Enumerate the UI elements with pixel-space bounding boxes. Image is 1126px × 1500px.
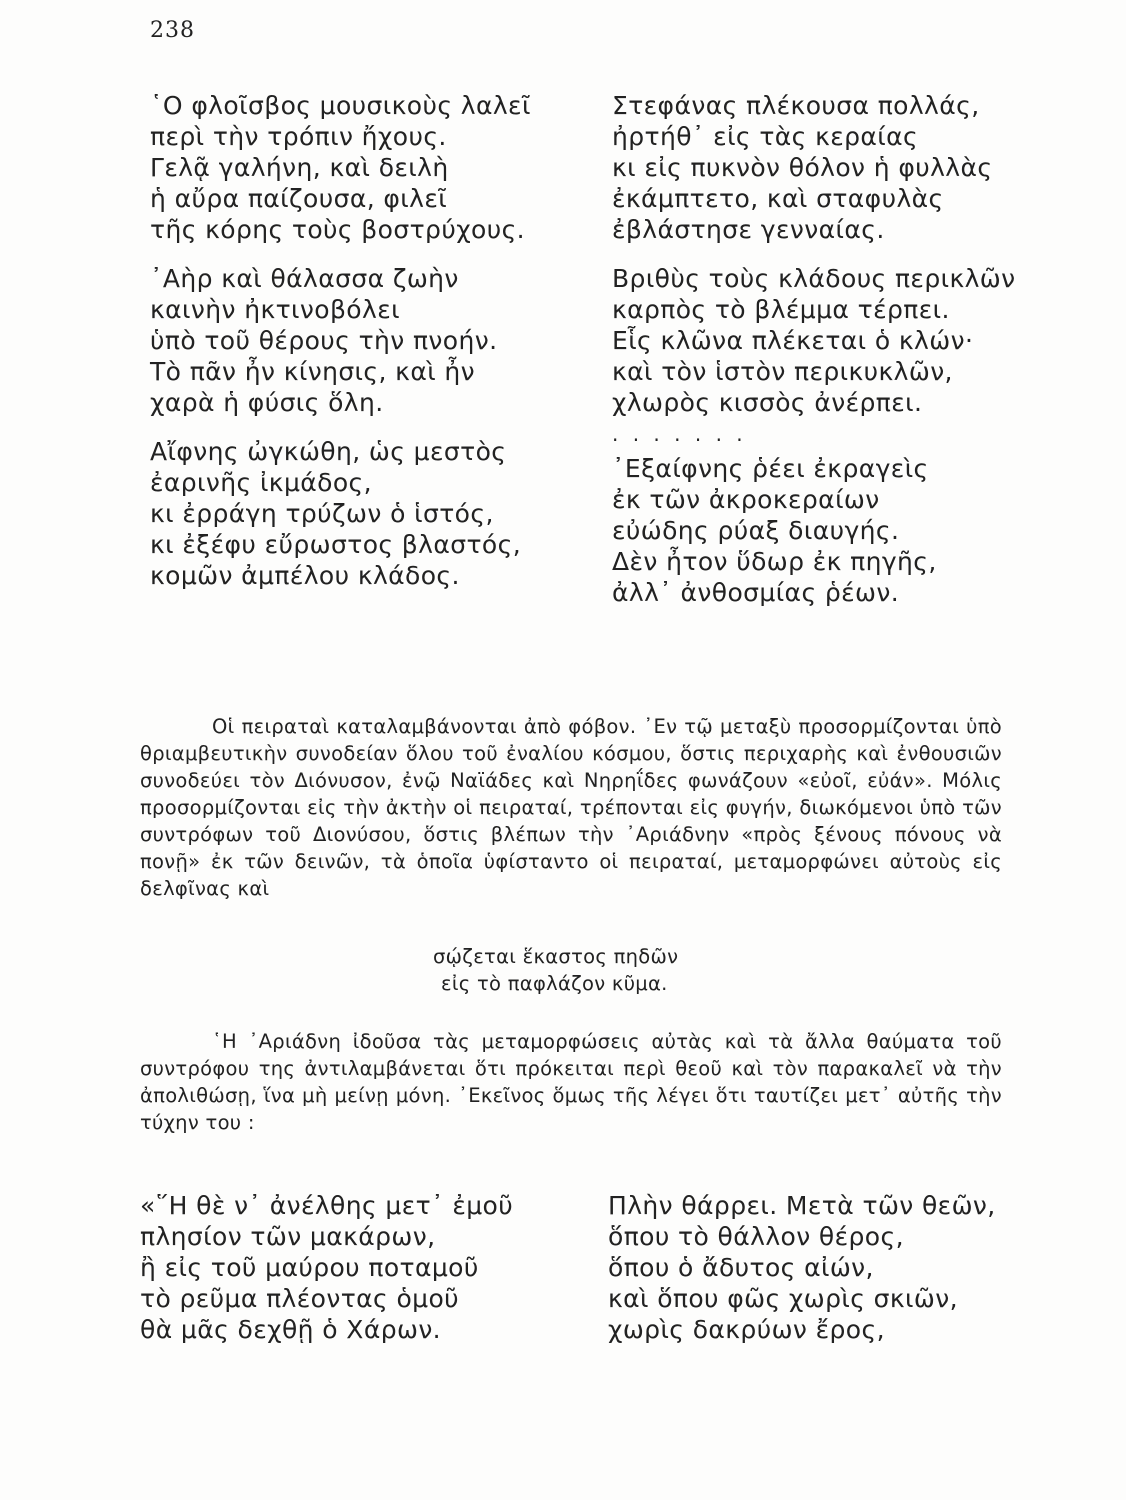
verse-line: χαρὰ ἡ φύσις ὅλη. — [150, 388, 384, 417]
verse-line: Πλὴν θάρρει. Μετὰ τῶν θεῶν, — [608, 1191, 996, 1220]
verse-line: χλωρὸς κισσὸς ἀνέρπει. — [612, 388, 923, 417]
verse-line: κι εἰς πυκνὸν θόλον ἡ φυλλὰς — [612, 153, 993, 182]
verse-line: τὸ ρεῦμα πλέοντας ὁμοῦ — [140, 1284, 460, 1313]
verse-line: καρπὸς τὸ βλέμμα τέρπει. — [612, 295, 950, 324]
verse-line: Εἷς κλῶνα πλέκεται ὁ κλών· — [612, 326, 974, 355]
prose-paragraph-1 — [140, 713, 1002, 902]
verse-line: ἡ αὔρα παίζουσα, φιλεῖ — [150, 184, 448, 213]
verse-line: χωρὶς δακρύων ἔρος, — [608, 1315, 885, 1344]
verse-line: θὰ μᾶς δεχθῇ ὁ Χάρων. — [140, 1315, 442, 1344]
page-number: 238 — [150, 18, 195, 43]
poem1-left-column — [150, 90, 531, 609]
verse-line: ἐαρινῆς ἰκμάδος, — [150, 468, 372, 497]
verse-line: ἠρτήθ᾿ εἰς τὰς κεραίας — [612, 122, 919, 151]
verse-line: ἐβλάστησε γενναίας. — [612, 215, 885, 244]
verse-line: «῞Η θὲ ν᾿ ἀνέλθης μετ᾿ ἐμοῦ — [140, 1191, 514, 1220]
verse-line: ἐκάμπτετο, καὶ σταφυλὰς — [612, 184, 944, 213]
verse-line: καὶ τὸν ἱστὸν περικυκλῶν, — [612, 357, 953, 386]
paragraph-text: ῾Η ᾿Αριάδνη ἰδοῦσα τὰς μεταμορφώσεις αὐτὰς καὶ τὰ ἄλλα θαύματα τοῦ συντρόφου της ἀντιλαμβάνεται ὅτι πρόκειται περὶ θεοῦ καὶ τὸν παρακαλεῖ νὰ τὴν ἀπολιθώσῃ, ἵνα μὴ μείνῃ μόνη. ᾿Εκεῖνος ὅμως τῆς λέγει ὅτι ταυτίζει μετ᾿ αὐτῆς τὴν τύχην του : — [140, 1030, 1002, 1134]
verse-line: καινὴν ἠκτινοβόλει — [150, 295, 400, 324]
verse-line: κι ἐρράγη τρύζων ὁ ἱστός, — [150, 499, 494, 528]
ellipsis-line: . . . . . . . — [612, 422, 747, 446]
prose-paragraph-2 — [140, 1028, 1002, 1136]
poem1-right-column — [612, 90, 1016, 626]
inline-verse-quote — [433, 943, 678, 997]
verse-line: εἰς τὸ παφλάζον κῦμα. — [441, 972, 668, 995]
verse-line: ἢ εἰς τοῦ μαύρου ποταμοῦ — [140, 1253, 479, 1282]
stanza — [612, 90, 1016, 245]
verse-line: ἀλλ᾿ ἀνθοσμίας ῥέων. — [612, 578, 900, 607]
poem2-right-column — [608, 1190, 996, 1363]
verse-line: Τὸ πᾶν ἦν κίνησις, καὶ ἦν — [150, 357, 476, 386]
verse-line: Γελᾷ γαλήνη, καὶ δειλὴ — [150, 153, 449, 182]
stanza — [150, 436, 531, 591]
stanza — [612, 453, 1016, 608]
stanza — [140, 1190, 513, 1345]
verse-line: Βριθὺς τοὺς κλάδους περικλῶν — [612, 264, 1016, 293]
verse-line: κι ἐξέφυ εὔρωστος βλαστός, — [150, 530, 522, 559]
verse-line: Στεφάνας πλέκουσα πολλάς, — [612, 91, 980, 120]
verse-line: ᾿Εξαίφνης ῥέει ἐκραγεὶς — [612, 454, 929, 483]
verse-line: ὑπὸ τοῦ θέρους τὴν πνοήν. — [150, 326, 498, 355]
verse-line: ῾Ο φλοῖσβος μουσικοὺς λαλεῖ — [150, 91, 531, 120]
stanza — [612, 263, 1016, 418]
paragraph-text: Οἱ πειραταὶ καταλαμβάνονται ἀπὸ φόβον. ᾿Εν τῷ μεταξὺ προσορμίζονται ὑπὸ θριαμβευτικὴν συνοδείαν ὅλου τοῦ ἐναλίου κόσμου, ὅστις περιχαρὴς καὶ ἐνθουσιῶν συνοδεύει τὸν Διόνυσον, ἐνῷ Ναϊάδες καὶ Νηρηΐδες φωνάζουν «εὐοῖ, εὐάν». Μόλις προσορμίζονται εἰς τὴν ἀκτὴν οἱ πειραταί, τρέπονται εἰς φυγήν, διωκόμενοι ὑπὸ τῶν συντρόφων τοῦ Διονύσου, ὅστις βλέπων τὴν ᾿Αριάδνην «πρὸς ξένους πόνους νὰ πονῇ» ἐκ τῶν δεινῶν, τὰ ὁποῖα ὑφίσταντο οἱ πειραταί, μεταμορφώνει αὐτοὺς εἰς δελφῖνας καὶ — [140, 715, 1002, 900]
verse-line: κομῶν ἀμπέλου κλάδος. — [150, 561, 460, 590]
verse-line: σῴζεται ἕκαστος πηδῶν — [433, 945, 679, 968]
stanza — [150, 263, 531, 418]
verse-line: περὶ τὴν τρόπιν ἤχους. — [150, 122, 447, 151]
verse-line: ἐκ τῶν ἀκροκεραίων — [612, 485, 880, 514]
verse-line: ὅπου τὸ θάλλον θέρος, — [608, 1222, 904, 1251]
verse-line: τῆς κόρης τοὺς βοστρύχους. — [150, 215, 526, 244]
poem2-left-column — [140, 1190, 513, 1363]
verse-line: Δὲν ἦτον ὕδωρ ἐκ πηγῆς, — [612, 547, 937, 576]
verse-line: πλησίον τῶν μακάρων, — [140, 1222, 436, 1251]
stanza — [150, 90, 531, 245]
verse-line: καὶ ὅπου φῶς χωρὶς σκιῶν, — [608, 1284, 958, 1313]
verse-line: ὅπου ὁ ἄδυτος αἰών, — [608, 1253, 874, 1282]
stanza — [608, 1190, 996, 1345]
verse-line: Αἴφνης ὠγκώθη, ὡς μεστὸς — [150, 437, 507, 466]
verse-line: ᾿Αὴρ καὶ θάλασσα ζωὴν — [150, 264, 459, 293]
verse-line: εὐώδης ρύαξ διαυγής. — [612, 516, 900, 545]
